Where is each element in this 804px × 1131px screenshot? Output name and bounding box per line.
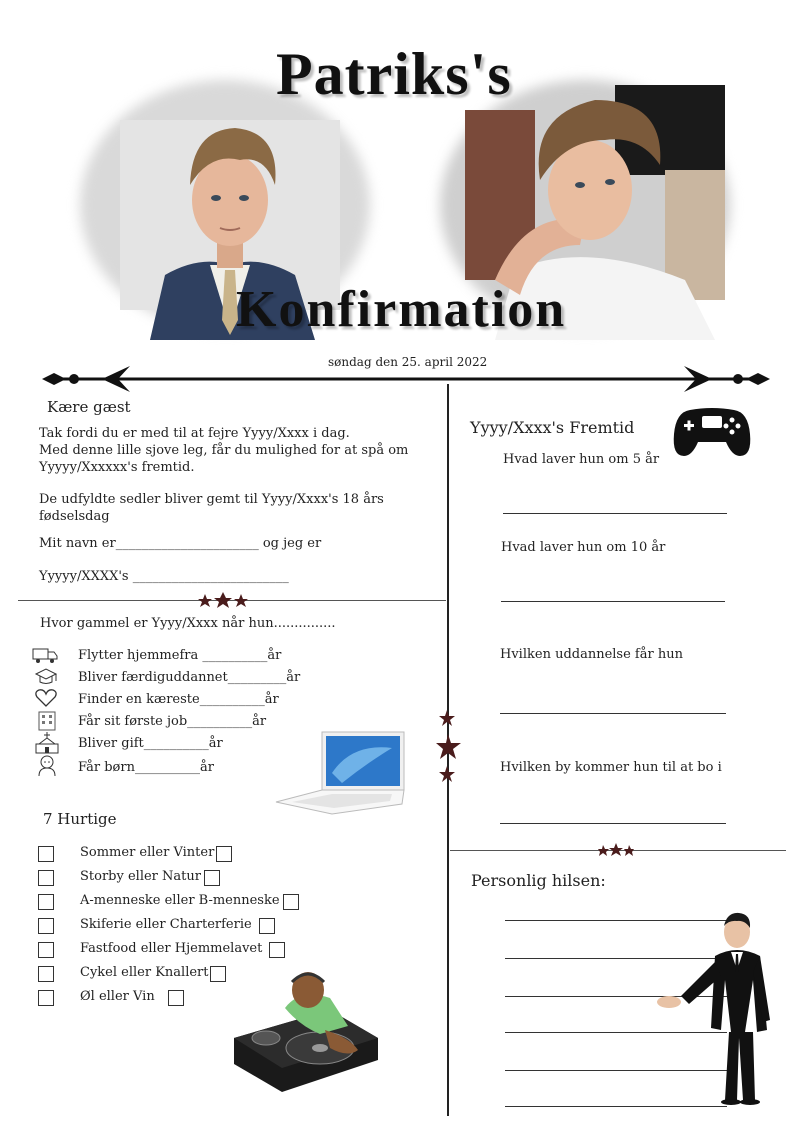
event-date: søndag den 25. april 2022	[328, 355, 488, 369]
future-question: Hvilken uddannelse får hun	[500, 647, 683, 662]
checkbox-right[interactable]	[269, 942, 285, 958]
checkbox-right[interactable]	[216, 846, 232, 862]
checkbox-left[interactable]	[38, 846, 54, 862]
checkbox-left[interactable]	[38, 990, 54, 1006]
relation-line[interactable]: Yyyyy/XXXX's ________________________	[39, 569, 289, 584]
intro-line-5: fødselsdag	[39, 509, 110, 524]
quick-item-label: Fastfood eller Hjemmelavet	[80, 941, 263, 956]
graduation-cap-icon	[34, 668, 58, 686]
intro-line-1: Tak fordi du er med til at fejre Yyyy/Xxxx i dag.	[39, 426, 350, 441]
future-title: Yyyy/Xxxx's Fremtid	[470, 418, 635, 437]
greeting-title: Personlig hilsen:	[471, 871, 606, 890]
answer-line[interactable]	[503, 513, 727, 514]
stars-divider-left	[198, 592, 248, 608]
quick-item-label: Sommer eller Vinter	[80, 845, 215, 860]
stars-vertical	[436, 708, 462, 786]
future-question: Hvilken by kommer hun til at bo i	[500, 760, 722, 775]
title-top: Patriks's	[276, 41, 512, 107]
greeting-line[interactable]	[505, 1106, 727, 1107]
future-question: Hvad laver hun om 10 år	[501, 540, 666, 555]
checkbox-left[interactable]	[38, 942, 54, 958]
checkbox-left[interactable]	[38, 918, 54, 934]
age-item-label[interactable]: Flytter hjemmefra __________år	[78, 648, 282, 663]
quick-item-label: Skiferie eller Charterferie	[80, 917, 252, 932]
age-item-label[interactable]: Får børn__________år	[78, 760, 214, 775]
age-item-label[interactable]: Finder en kæreste__________år	[78, 692, 279, 707]
checkbox-left[interactable]	[38, 894, 54, 910]
heart-icon	[34, 688, 58, 708]
answer-line[interactable]	[500, 823, 726, 824]
answer-line[interactable]	[500, 713, 726, 714]
baby-icon	[35, 754, 59, 778]
building-icon	[36, 710, 58, 732]
checkbox-right[interactable]	[259, 918, 275, 934]
quick-item-label: Cykel eller Knallert	[80, 965, 209, 980]
quick-item-label: A-menneske eller B-menneske	[80, 893, 280, 908]
age-item-label[interactable]: Bliver færdiguddannet_________år	[78, 670, 301, 685]
checkbox-left[interactable]	[38, 870, 54, 886]
checkbox-right[interactable]	[283, 894, 299, 910]
presenter-illustration	[645, 910, 775, 1106]
age-item-label[interactable]: Får sit første job__________år	[78, 714, 267, 729]
checkbox-right[interactable]	[210, 966, 226, 982]
quick-item-label: Storby eller Natur	[80, 869, 201, 884]
church-icon	[34, 732, 60, 754]
intro-line-3: Yyyyy/Xxxxxx's fremtid.	[39, 460, 195, 475]
greeting-heading: Kære gæst	[47, 398, 131, 416]
quick-title: 7 Hurtige	[43, 810, 117, 828]
checkbox-right[interactable]	[168, 990, 184, 1006]
gamepad-icon	[672, 404, 752, 460]
answer-line[interactable]	[501, 601, 725, 602]
dj-illustration	[230, 968, 380, 1098]
age-question: Hvor gammel er Yyyy/Xxxx når hun...............	[40, 616, 336, 631]
quick-item-label: Øl eller Vin	[80, 989, 155, 1004]
truck-icon	[32, 646, 58, 664]
future-question: Hvad laver hun om 5 år	[503, 452, 660, 467]
intro-line-4: De udfyldte sedler bliver gemt til Yyyy/Xxxx's 18 års	[39, 492, 384, 507]
arrow-divider	[40, 364, 772, 394]
page-title: Konfirmation	[236, 281, 567, 338]
checkbox-left[interactable]	[38, 966, 54, 982]
intro-line-2: Med denne lille sjove leg, får du mulighed for at spå om	[39, 443, 409, 458]
age-item-label[interactable]: Bliver gift__________år	[78, 736, 223, 751]
laptop-icon	[272, 728, 412, 818]
stars-divider-right	[598, 843, 634, 857]
checkbox-right[interactable]	[204, 870, 220, 886]
name-line[interactable]: Mit navn er______________________ og jeg er	[39, 536, 322, 551]
